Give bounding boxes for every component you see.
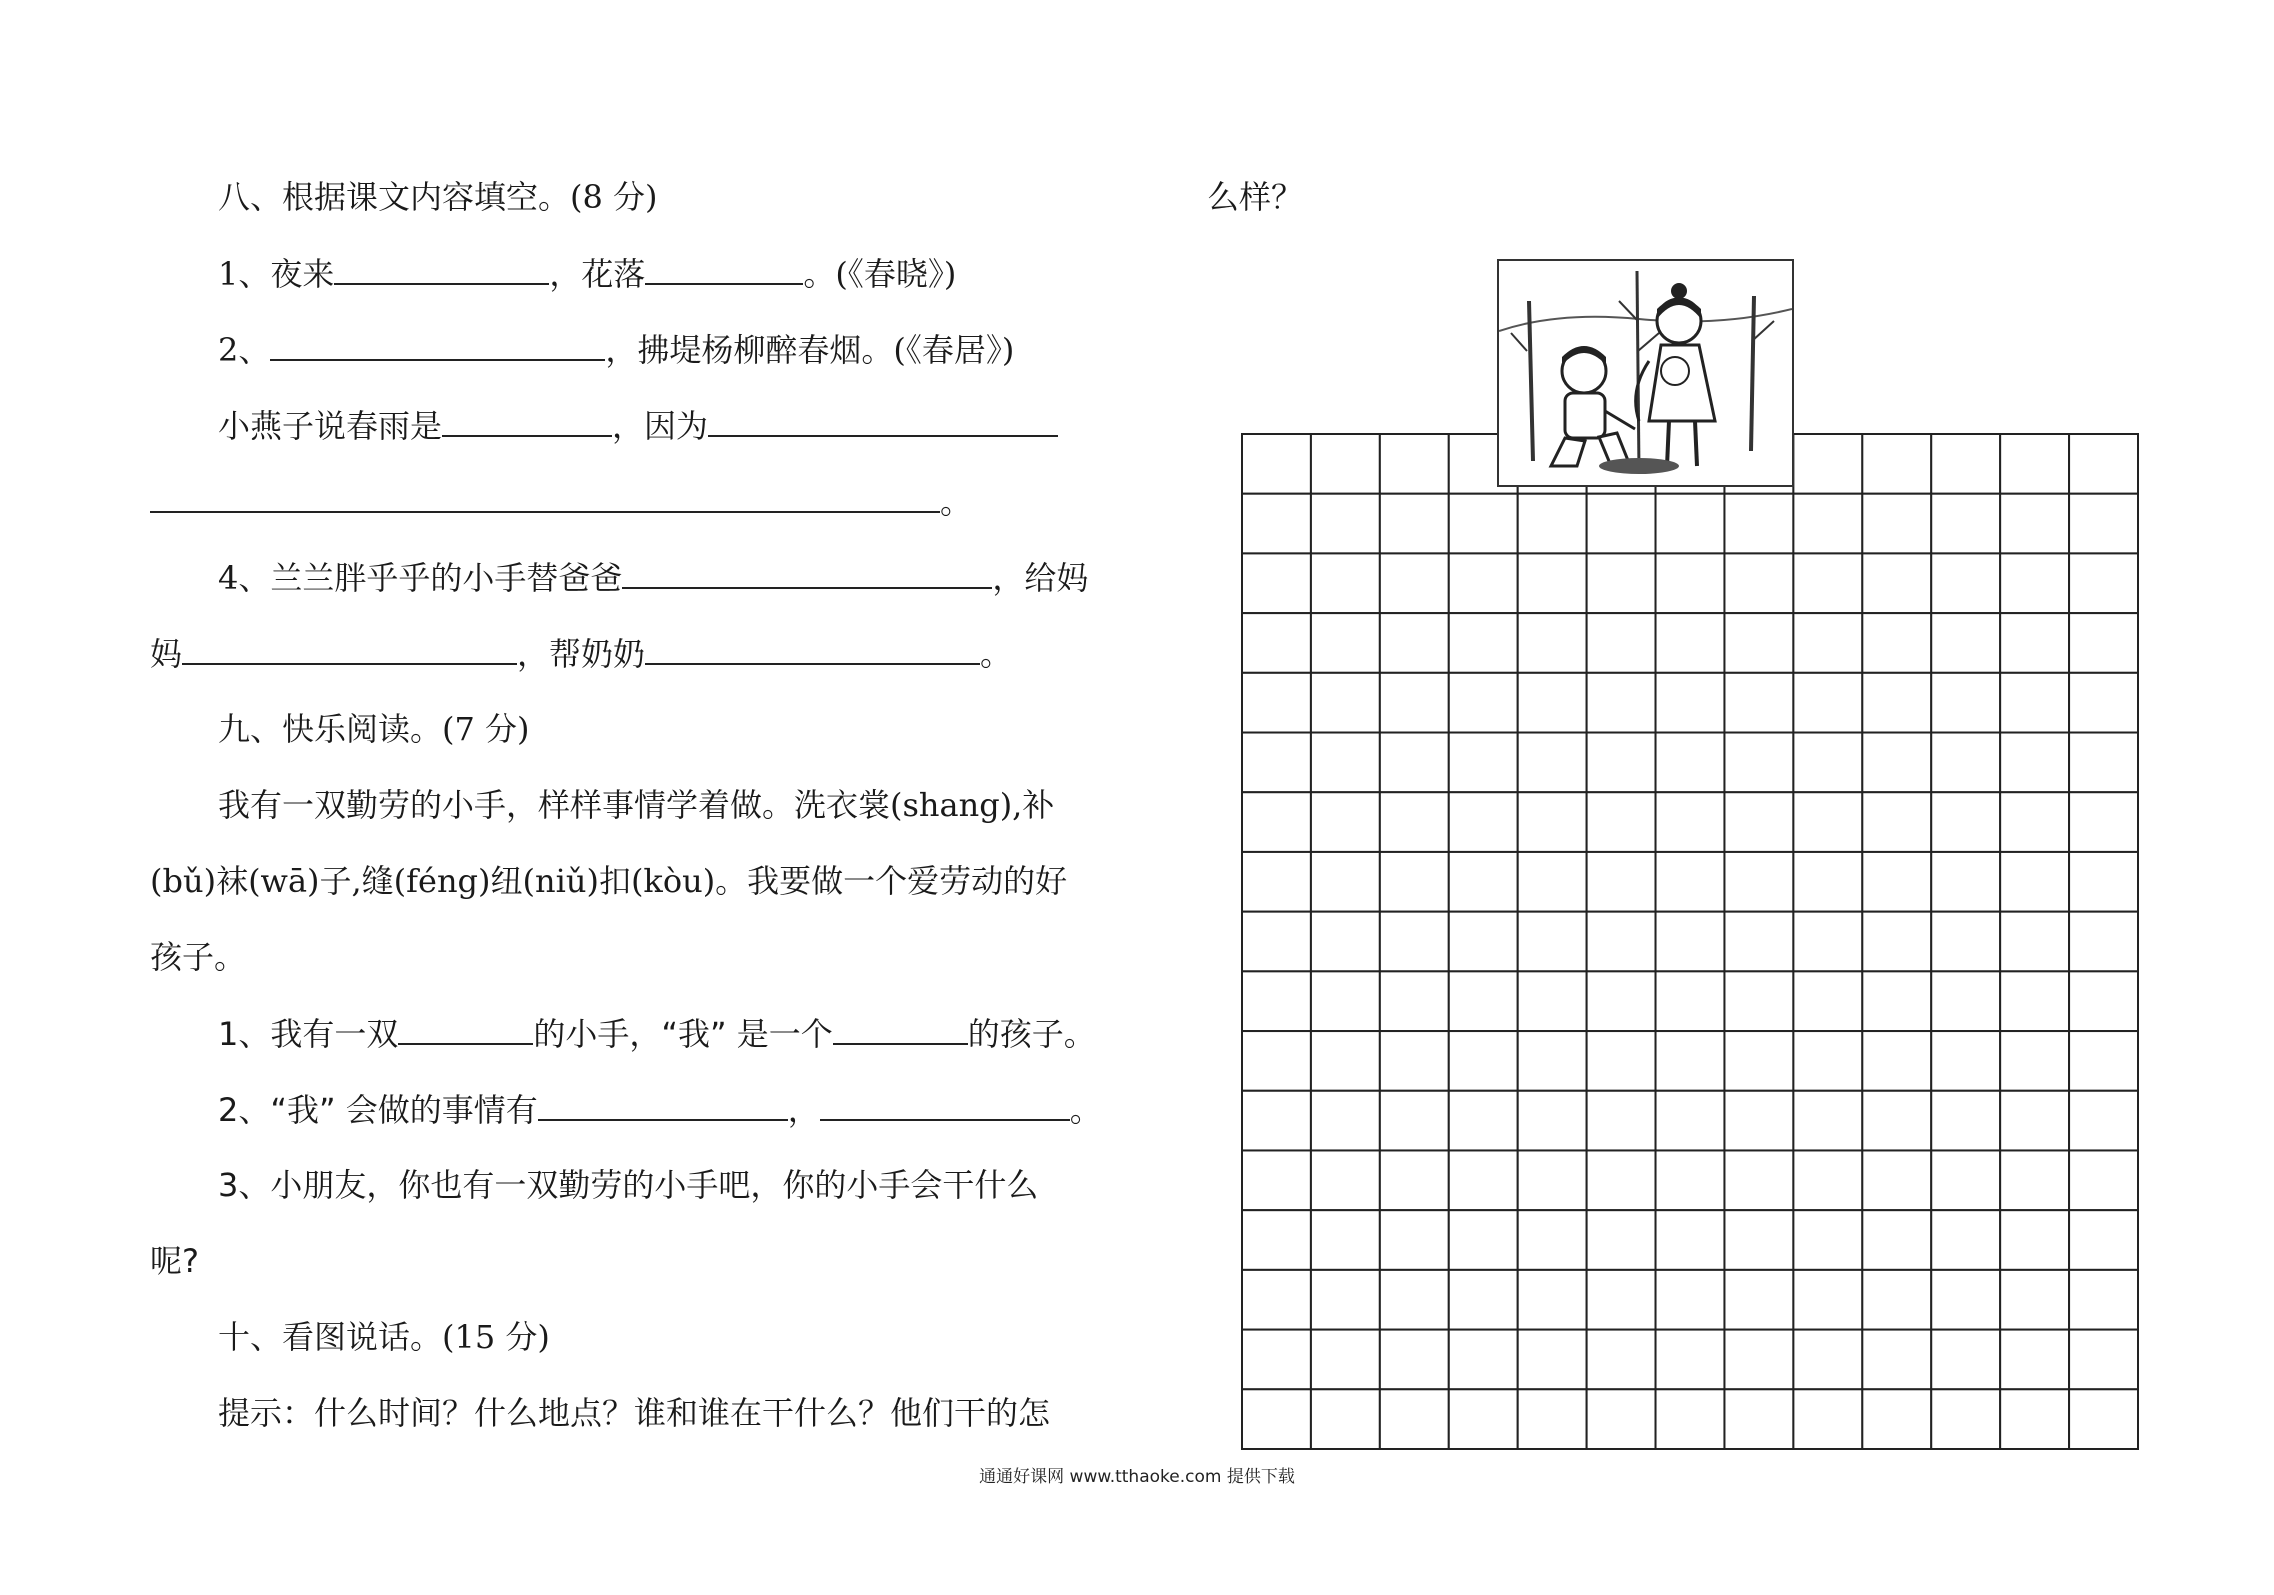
grid-cell[interactable] — [1793, 494, 1862, 554]
q8-1-suffix: 。(《春晓》) — [803, 255, 957, 293]
grid-cell[interactable] — [2000, 733, 2069, 793]
grid-cell[interactable] — [1862, 912, 1931, 972]
grid-cell[interactable] — [2000, 1210, 2069, 1270]
grid-cell[interactable] — [1587, 1330, 1656, 1390]
grid-cell[interactable] — [2000, 852, 2069, 912]
grid-cell[interactable] — [1449, 553, 1518, 613]
grid-cell[interactable] — [1724, 1389, 1793, 1449]
grid-cell[interactable] — [1724, 673, 1793, 733]
question-9-3-line-1: 3、小朋友，你也有一双勤劳的小手吧，你的小手会干什么 — [218, 1166, 1039, 1204]
q9-1-prefix: 1、我有一双 — [218, 1015, 399, 1053]
grid-cell[interactable] — [1656, 733, 1725, 793]
hint-line-1: 提示：什么时间？什么地点？谁和谁在干什么？他们干的怎 — [218, 1394, 1051, 1432]
grid-cell[interactable] — [1862, 792, 1931, 852]
grid-cell[interactable] — [1449, 1330, 1518, 1390]
question-8-1 — [218, 253, 956, 294]
grid-cell[interactable] — [1242, 1270, 1311, 1330]
grid-cell[interactable] — [1793, 792, 1862, 852]
grid-cell[interactable] — [1862, 1210, 1931, 1270]
grid-cell[interactable] — [1656, 613, 1725, 673]
grid-cell[interactable] — [1380, 971, 1449, 1031]
grid-cell[interactable] — [1518, 1210, 1587, 1270]
writing-grid[interactable] — [1241, 433, 2139, 1450]
grid-cell[interactable] — [1518, 792, 1587, 852]
grid-cell[interactable] — [1793, 1389, 1862, 1449]
grid-cell[interactable] — [1724, 912, 1793, 972]
grid-cell[interactable] — [1931, 852, 2000, 912]
passage-line-2: (bǔ)袜(wā)子,缝(féng)纽(niǔ)扣(kòu)。我要做一个爱劳动的好 — [150, 862, 1068, 900]
grid-cell[interactable] — [2069, 852, 2138, 912]
grid-cell[interactable] — [1449, 1091, 1518, 1151]
answer-blank[interactable] — [833, 1013, 968, 1045]
grid-cell[interactable] — [1862, 1270, 1931, 1330]
grid-cell[interactable] — [1518, 673, 1587, 733]
grid-cell[interactable] — [1724, 1150, 1793, 1210]
grid-cell[interactable] — [1242, 673, 1311, 733]
grid-cell[interactable] — [1656, 1210, 1725, 1270]
grid-cell[interactable] — [1724, 792, 1793, 852]
grid-cell[interactable] — [1793, 1150, 1862, 1210]
grid-cell[interactable] — [1518, 1330, 1587, 1390]
grid-cell[interactable] — [1449, 852, 1518, 912]
grid-cell[interactable] — [1931, 1270, 2000, 1330]
grid-cell[interactable] — [1656, 971, 1725, 1031]
q8-4-line2-prefix: 妈 — [150, 635, 183, 673]
grid-cell[interactable] — [1724, 613, 1793, 673]
grid-cell[interactable] — [1380, 1091, 1449, 1151]
grid-cell[interactable] — [1793, 613, 1862, 673]
answer-blank[interactable] — [645, 253, 803, 285]
grid-cell[interactable] — [1242, 1031, 1311, 1091]
grid-cell[interactable] — [1518, 852, 1587, 912]
grid-cell[interactable] — [1862, 1031, 1931, 1091]
grid-cell[interactable] — [1656, 1031, 1725, 1091]
question-8-3-continued — [150, 481, 972, 522]
q9-1-middle: 的小手，“我” 是一个 — [533, 1015, 833, 1053]
grid-cell[interactable] — [1793, 434, 1862, 494]
grid-cell[interactable] — [1518, 1150, 1587, 1210]
grid-cell[interactable] — [1311, 494, 1380, 554]
grid-cell[interactable] — [1656, 553, 1725, 613]
grid-cell[interactable] — [1931, 494, 2000, 554]
answer-blank[interactable] — [270, 329, 605, 361]
grid-cell[interactable] — [1724, 1091, 1793, 1151]
grid-cell[interactable] — [2069, 1330, 2138, 1390]
grid-cell[interactable] — [1311, 673, 1380, 733]
grid-cell[interactable] — [1656, 1270, 1725, 1330]
grid-cell[interactable] — [1931, 971, 2000, 1031]
grid-cell[interactable] — [2000, 434, 2069, 494]
grid-cell[interactable] — [1793, 1330, 1862, 1390]
grid-cell[interactable] — [1242, 1150, 1311, 1210]
grid-cell[interactable] — [1518, 553, 1587, 613]
grid-cell[interactable] — [1587, 1150, 1656, 1210]
grid-cell[interactable] — [2069, 673, 2138, 733]
grid-cell[interactable] — [1724, 494, 1793, 554]
grid-cell[interactable] — [1931, 1091, 2000, 1151]
grid-cell[interactable] — [1449, 1210, 1518, 1270]
q8-1-prefix: 1、夜来 — [218, 255, 335, 293]
grid-cell[interactable] — [1518, 971, 1587, 1031]
grid-cell[interactable] — [1931, 733, 2000, 793]
grid-cell[interactable] — [1242, 1330, 1311, 1390]
passage-line-1: 我有一双勤劳的小手，样样事情学着做。洗衣裳(shang),补 — [218, 786, 1055, 824]
grid-cell[interactable] — [1724, 1031, 1793, 1091]
children-planting-tree-illustration — [1497, 259, 1794, 487]
grid-cell[interactable] — [1380, 733, 1449, 793]
grid-cell[interactable] — [1793, 852, 1862, 912]
grid-cell[interactable] — [1242, 792, 1311, 852]
grid-cell[interactable] — [1311, 1389, 1380, 1449]
grid-cell[interactable] — [2000, 1389, 2069, 1449]
grid-cell[interactable] — [1380, 1031, 1449, 1091]
grid-cell[interactable] — [1724, 553, 1793, 613]
grid-cell[interactable] — [1656, 673, 1725, 733]
grid-cell[interactable] — [1311, 553, 1380, 613]
grid-cell[interactable] — [1518, 1031, 1587, 1091]
hint-line-2: 么样？ — [1207, 178, 1304, 216]
grid-cell[interactable] — [1931, 1330, 2000, 1390]
q9-2-suffix: 。 — [1069, 1091, 1102, 1129]
answer-blank[interactable] — [150, 481, 940, 513]
q8-2-prefix: 2、 — [218, 331, 271, 369]
grid-cell[interactable] — [1242, 912, 1311, 972]
grid-cell[interactable] — [2069, 971, 2138, 1031]
footer-text: 通通好课网 www.tthaoke.com 提供下载 — [979, 1467, 1295, 1487]
grid-cell[interactable] — [1931, 434, 2000, 494]
grid-cell[interactable] — [1656, 1389, 1725, 1449]
grid-cell[interactable] — [1518, 733, 1587, 793]
grid-cell[interactable] — [1862, 852, 1931, 912]
grid-cell[interactable] — [1931, 1389, 2000, 1449]
grid-cell[interactable] — [1380, 1210, 1449, 1270]
grid-cell[interactable] — [1518, 912, 1587, 972]
grid-cell[interactable] — [1793, 673, 1862, 733]
q8-4-prefix: 4、兰兰胖乎乎的小手替爸爸 — [218, 559, 623, 597]
grid-cell[interactable] — [1656, 494, 1725, 554]
grid-cell[interactable] — [1311, 1091, 1380, 1151]
grid-cell[interactable] — [1311, 792, 1380, 852]
grid-cell[interactable] — [1311, 1270, 1380, 1330]
grid-cell[interactable] — [1587, 733, 1656, 793]
grid-cell[interactable] — [1724, 733, 1793, 793]
grid-cell[interactable] — [1311, 1210, 1380, 1270]
grid-cell[interactable] — [2069, 1031, 2138, 1091]
grid-cell[interactable] — [2069, 1389, 2138, 1449]
grid-cell[interactable] — [1931, 792, 2000, 852]
grid-cell[interactable] — [1656, 912, 1725, 972]
q8-1-middle: ，花落 — [549, 255, 646, 293]
grid-cell[interactable] — [1793, 1031, 1862, 1091]
grid-cell[interactable] — [1587, 553, 1656, 613]
grid-cell[interactable] — [1724, 1270, 1793, 1330]
question-9-2 — [218, 1089, 1102, 1130]
q8-2-suffix: ，拂堤杨柳醉春烟。(《春居》) — [605, 331, 1015, 369]
grid-cell[interactable] — [1380, 1330, 1449, 1390]
grid-cell[interactable] — [1587, 494, 1656, 554]
answer-blank[interactable] — [622, 557, 992, 589]
grid-cell[interactable] — [1311, 434, 1380, 494]
grid-cell[interactable] — [1380, 494, 1449, 554]
q8-4-suffix: ，给妈 — [992, 559, 1089, 597]
grid-cell[interactable] — [2000, 912, 2069, 972]
grid-cell[interactable] — [1242, 852, 1311, 912]
grid-cell[interactable] — [1449, 494, 1518, 554]
grid-cell[interactable] — [1449, 912, 1518, 972]
grid-cell[interactable] — [1449, 673, 1518, 733]
grid-cell[interactable] — [1862, 673, 1931, 733]
grid-cell[interactable] — [1862, 1330, 1931, 1390]
grid-cell[interactable] — [1793, 733, 1862, 793]
question-8-4-continued — [150, 633, 1012, 674]
grid-cell[interactable] — [1793, 1091, 1862, 1151]
q9-2-middle: ， — [787, 1091, 820, 1129]
q8-4-line2-suffix: 。 — [980, 635, 1013, 673]
picture-drawing — [1499, 261, 1792, 485]
question-9-3-line-2: 呢? — [150, 1242, 199, 1280]
grid-cell[interactable] — [1587, 613, 1656, 673]
grid-cell[interactable] — [1242, 434, 1311, 494]
grid-cell[interactable] — [1380, 553, 1449, 613]
grid-cell[interactable] — [1862, 553, 1931, 613]
grid-cell[interactable] — [1242, 1389, 1311, 1449]
grid-cell[interactable] — [1656, 792, 1725, 852]
grid-cell[interactable] — [1587, 852, 1656, 912]
grid-cell[interactable] — [1793, 912, 1862, 972]
grid-cell[interactable] — [1656, 1330, 1725, 1390]
grid-cell[interactable] — [1380, 1150, 1449, 1210]
grid-cell[interactable] — [1862, 971, 1931, 1031]
answer-blank[interactable] — [820, 1089, 1070, 1121]
grid-cell[interactable] — [2000, 971, 2069, 1031]
grid-cell[interactable] — [1862, 733, 1931, 793]
grid-cell[interactable] — [2069, 733, 2138, 793]
grid-cell[interactable] — [1793, 1270, 1862, 1330]
grid-cell[interactable] — [1862, 494, 1931, 554]
section-8-heading: 八、根据课文内容填空。(8 分) — [218, 178, 658, 216]
q9-2-prefix: 2、“我” 会做的事情有 — [218, 1091, 538, 1129]
grid-cell[interactable] — [1587, 912, 1656, 972]
grid-cell[interactable] — [2069, 1150, 2138, 1210]
grid-cell[interactable] — [1242, 971, 1311, 1031]
section-9-heading: 九、快乐阅读。(7 分) — [218, 710, 530, 748]
grid-cell[interactable] — [1242, 733, 1311, 793]
grid-cell[interactable] — [1656, 852, 1725, 912]
grid-cell[interactable] — [2069, 1210, 2138, 1270]
grid-cell[interactable] — [2000, 1091, 2069, 1151]
grid-cell[interactable] — [1862, 1091, 1931, 1151]
grid-cell[interactable] — [1931, 1210, 2000, 1270]
grid-cell[interactable] — [1862, 434, 1931, 494]
grid-cell[interactable] — [1724, 1330, 1793, 1390]
grid-cell[interactable] — [1380, 1270, 1449, 1330]
question-9-1 — [218, 1013, 1096, 1054]
grid-cell[interactable] — [1931, 613, 2000, 673]
grid-cell[interactable] — [1380, 792, 1449, 852]
q8-3-middle: ，因为 — [612, 407, 709, 445]
question-8-2 — [218, 329, 1014, 370]
grid-cell[interactable] — [2069, 613, 2138, 673]
grid-cell[interactable] — [1380, 673, 1449, 733]
grid-cell[interactable] — [1449, 1150, 1518, 1210]
grid-cell[interactable] — [1449, 971, 1518, 1031]
grid-cell[interactable] — [1449, 733, 1518, 793]
grid-cell[interactable] — [1931, 912, 2000, 972]
grid-cell[interactable] — [2069, 912, 2138, 972]
grid-cell[interactable] — [1380, 912, 1449, 972]
grid-cell[interactable] — [1311, 1150, 1380, 1210]
grid-cell[interactable] — [1242, 553, 1311, 613]
answer-blank[interactable] — [708, 405, 1058, 437]
grid-cell[interactable] — [1311, 971, 1380, 1031]
grid-cell[interactable] — [1449, 1389, 1518, 1449]
grid-cell[interactable] — [2000, 494, 2069, 554]
grid-cell[interactable] — [1793, 553, 1862, 613]
grid-cell[interactable] — [2069, 792, 2138, 852]
grid-cell[interactable] — [1449, 613, 1518, 673]
grid-cell[interactable] — [1587, 1210, 1656, 1270]
grid-cell[interactable] — [2069, 553, 2138, 613]
grid-cell[interactable] — [1656, 1091, 1725, 1151]
q8-3-prefix: 小燕子说春雨是 — [218, 407, 443, 445]
grid-cell[interactable] — [1587, 792, 1656, 852]
grid-cell[interactable] — [2069, 1091, 2138, 1151]
grid-cell[interactable] — [1311, 1031, 1380, 1091]
grid-cell[interactable] — [1518, 1091, 1587, 1151]
answer-blank[interactable] — [182, 633, 517, 665]
question-8-3 — [218, 405, 1058, 446]
grid-cell[interactable] — [2000, 1270, 2069, 1330]
grid-cell[interactable] — [1587, 1031, 1656, 1091]
grid-cell[interactable] — [2000, 792, 2069, 852]
grid-cell[interactable] — [1311, 733, 1380, 793]
grid-cell[interactable] — [1587, 673, 1656, 733]
grid-cell[interactable] — [1724, 971, 1793, 1031]
grid-cell[interactable] — [1380, 1389, 1449, 1449]
grid-cell[interactable] — [1311, 852, 1380, 912]
answer-blank[interactable] — [334, 253, 549, 285]
section-10-heading: 十、看图说话。(15 分) — [218, 1318, 550, 1356]
grid-cell[interactable] — [2000, 1150, 2069, 1210]
grid-cell[interactable] — [1518, 1389, 1587, 1449]
grid-cell[interactable] — [1587, 971, 1656, 1031]
grid-cell[interactable] — [1793, 971, 1862, 1031]
grid-cell[interactable] — [1931, 1150, 2000, 1210]
grid-cell[interactable] — [1242, 494, 1311, 554]
grid-cell[interactable] — [1311, 613, 1380, 673]
grid-cell[interactable] — [1449, 792, 1518, 852]
grid-cell[interactable] — [1518, 494, 1587, 554]
grid-cell[interactable] — [1862, 613, 1931, 673]
grid-cell[interactable] — [1656, 1150, 1725, 1210]
grid-cell[interactable] — [1862, 1389, 1931, 1449]
grid-cell[interactable] — [2000, 1031, 2069, 1091]
grid-cell[interactable] — [2069, 494, 2138, 554]
grid-cell[interactable] — [2069, 434, 2138, 494]
grid-cell[interactable] — [1931, 673, 2000, 733]
grid-cell[interactable] — [1724, 852, 1793, 912]
grid-cell[interactable] — [1518, 1270, 1587, 1330]
grid-cell[interactable] — [1587, 1091, 1656, 1151]
grid-cell[interactable] — [1380, 434, 1449, 494]
grid-cell[interactable] — [1380, 852, 1449, 912]
grid-cell[interactable] — [1242, 1210, 1311, 1270]
grid-cell[interactable] — [1862, 1150, 1931, 1210]
grid-cell[interactable] — [1724, 1210, 1793, 1270]
answer-blank[interactable] — [398, 1013, 533, 1045]
answer-blank[interactable] — [645, 633, 980, 665]
passage-line-3: 孩子。 — [150, 938, 247, 976]
grid-cell[interactable] — [1311, 1330, 1380, 1390]
answer-blank[interactable] — [442, 405, 612, 437]
q8-4-line2-middle: ，帮奶奶 — [517, 635, 646, 673]
question-8-4 — [218, 557, 1088, 598]
grid-cell[interactable] — [1518, 613, 1587, 673]
grid-cell[interactable] — [1380, 613, 1449, 673]
grid-cell[interactable] — [1587, 1389, 1656, 1449]
q8-3-end: 。 — [940, 483, 973, 521]
grid-cell[interactable] — [1449, 1031, 1518, 1091]
grid-cell[interactable] — [2000, 1330, 2069, 1390]
q9-1-suffix: 的孩子。 — [967, 1015, 1096, 1053]
grid-cell[interactable] — [2069, 1270, 2138, 1330]
grid-cell[interactable] — [2000, 613, 2069, 673]
grid-cell[interactable] — [1793, 1210, 1862, 1270]
grid-cell[interactable] — [1449, 1270, 1518, 1330]
grid-cell[interactable] — [1931, 1031, 2000, 1091]
grid-cell[interactable] — [1931, 553, 2000, 613]
grid-cell[interactable] — [1242, 613, 1311, 673]
answer-blank[interactable] — [538, 1089, 788, 1121]
grid-cell[interactable] — [2000, 553, 2069, 613]
grid-cell[interactable] — [1587, 1270, 1656, 1330]
grid-cell[interactable] — [1242, 1091, 1311, 1151]
grid-cell[interactable] — [1311, 912, 1380, 972]
grid-cell[interactable] — [2000, 673, 2069, 733]
